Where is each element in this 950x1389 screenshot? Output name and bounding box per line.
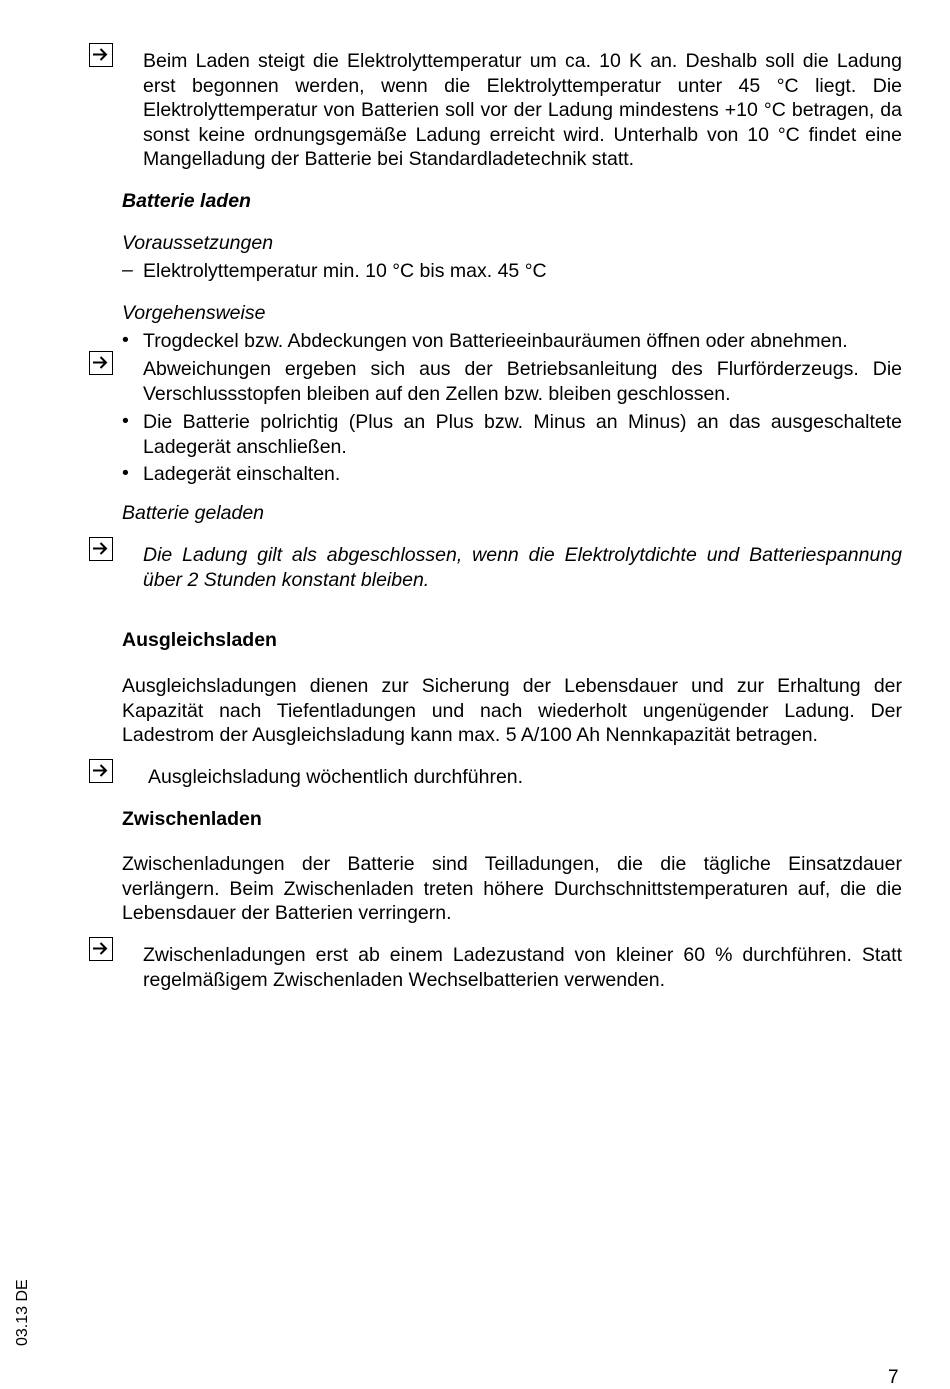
section-heading-battery-charging: Batterie laden — [122, 190, 251, 212]
charged-note: Die Ladung gilt als abgeschlossen, wenn die Elektrolytdichte und Batteriespannung über 2 Stunden konstant bleiben. — [143, 544, 902, 591]
list-item — [122, 259, 902, 284]
note-arrow-icon — [89, 43, 113, 67]
list-item — [122, 357, 902, 406]
intermediate-note: Zwischenladungen erst ab einem Ladezustand von kleiner 60 % durchführen. Statt regelmäßigem Zwischenladen Wechselbatterien verwenden. — [143, 944, 902, 991]
intro-note: Beim Laden steigt die Elektrolyttemperatur um ca. 10 K an. Deshalb soll die Ladung erst begonnen werden, wenn die Elektrolyttemperatur unter 45 °C liegt. Die Elektrolyttemperatur von Batterien soll vor der Ladung mindestens +10 °C betragen, da sonst keine ordnungsgemäße Ladung erreicht wird. Unterhalb von 10 °C findet eine Mangelladung der Batterie bei Standardladetechnik statt. — [143, 50, 902, 170]
equalizing-body: Ausgleichsladungen dienen zur Sicherung der Lebensdauer und zur Erhaltung der Kapazität nach Tiefentladungen und nach wiederholt ungenügender Ladung. Der Ladestrom der Ausgleichsladung kann max. 5 A/100 Ah Nennkapazität betragen. — [122, 675, 902, 746]
note-arrow-icon — [89, 937, 113, 961]
note-arrow-icon — [89, 537, 113, 561]
section-heading-equalizing: Ausgleichsladen — [122, 629, 277, 651]
list-item-text: Die Batterie polrichtig (Plus an Plus bzw. Minus an Minus) an das ausgeschaltete Ladegerät anschließen. — [143, 411, 902, 458]
bullet-marker: • — [122, 410, 129, 432]
equalizing-note: Ausgleichsladung wöchentlich durchführen. — [148, 766, 524, 788]
intermediate-body: Zwischenladungen der Batterie sind Teilladungen, die die tägliche Einsatzdauer verlängern. Beim Zwischenladen treten höhere Durchschnittstemperaturen auf, die die Lebensdauer der Batterien verringern. — [122, 853, 902, 924]
bullet-marker: • — [122, 462, 129, 484]
procedure-label: Vorgehensweise — [122, 302, 266, 324]
list-item-text: Ladegerät einschalten. — [143, 463, 341, 485]
note-arrow-icon — [89, 351, 113, 375]
note-arrow-icon — [89, 759, 113, 783]
list-item-text: Trogdeckel bzw. Abdeckungen von Batterieeinbauräumen öffnen oder abnehmen. — [143, 330, 848, 352]
requirements-label: Voraussetzungen — [122, 232, 274, 254]
list-item-text: Abweichungen ergeben sich aus der Betriebsanleitung des Flurförderzeugs. Die Verschlussstopfen bleiben auf den Zellen bzw. bleiben geschlossen. — [143, 358, 902, 405]
list-item — [122, 410, 902, 459]
list-item-text: Elektrolyttemperatur min. 10 °C bis max. 45 °C — [143, 260, 547, 282]
document-code: 03.13 DE — [14, 1279, 31, 1346]
bullet-marker: • — [122, 329, 129, 351]
list-item — [122, 462, 902, 487]
dash-marker: – — [122, 259, 133, 281]
charged-label: Batterie geladen — [122, 502, 265, 524]
section-heading-intermediate: Zwischenladen — [122, 808, 262, 830]
list-item — [122, 329, 902, 354]
page-number: 7 — [888, 1367, 899, 1388]
